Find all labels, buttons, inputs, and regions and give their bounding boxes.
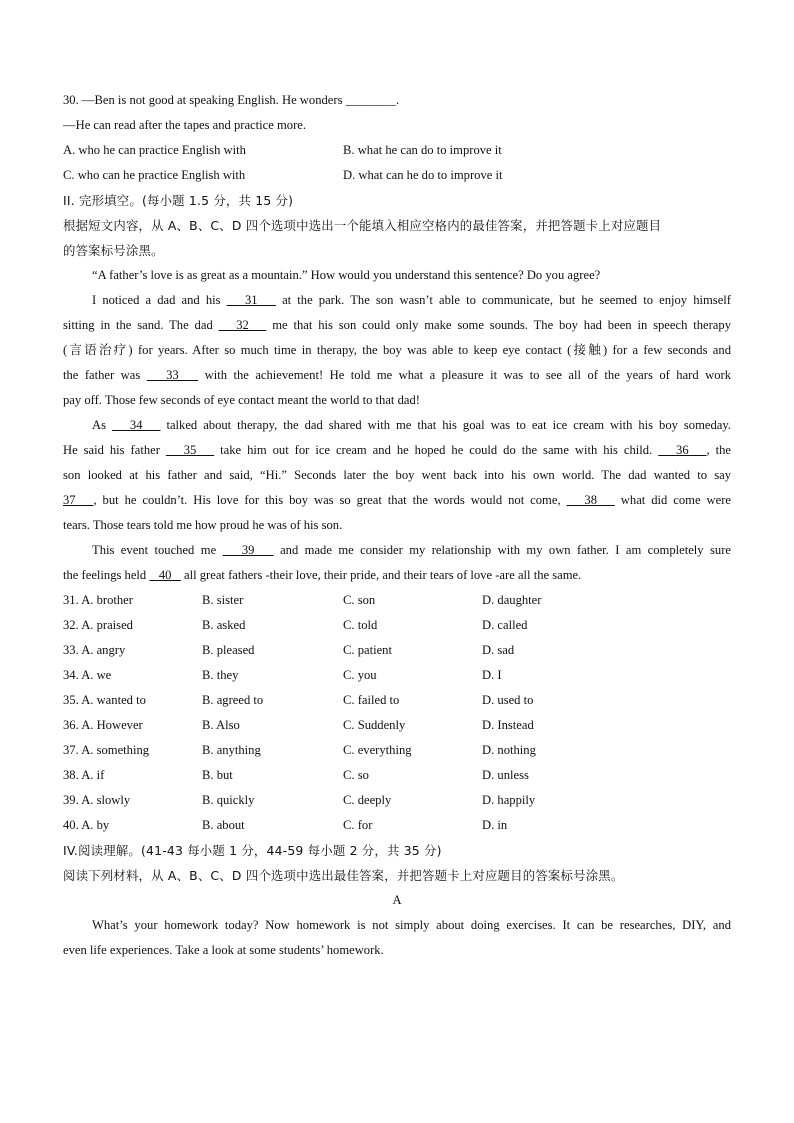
choice-row-35 bbox=[63, 688, 731, 713]
option-d: D. Instead bbox=[482, 718, 534, 732]
option-a: 34. A. we bbox=[63, 668, 112, 682]
option-d: D. daughter bbox=[482, 593, 542, 607]
passage-p3-line-3: son looked at his father and said, “Hi.” Seconds later the boy went back into his own world. The dad wanted to say bbox=[63, 468, 731, 482]
option-b: B. asked bbox=[202, 618, 246, 632]
blank-40: 40 bbox=[149, 568, 181, 582]
option-c: C. you bbox=[343, 668, 377, 682]
q30-option-b: B. what he can do to improve it bbox=[343, 143, 502, 157]
option-a: 37. A. something bbox=[63, 743, 150, 757]
text: with the achievement! He told me what a pleasure it was to see all of the years of hard work bbox=[198, 368, 731, 382]
option-a: 39. A. slowly bbox=[63, 793, 131, 807]
option-b: B. sister bbox=[202, 593, 244, 607]
blank-33: 33 bbox=[146, 368, 199, 382]
text: take him out for ice cream and he hoped he could do the same with his child. bbox=[214, 443, 659, 457]
option-c: C. son bbox=[343, 593, 376, 607]
section-4-heading: IV.阅读理解。(41-43 每小题 1 分，44-59 每小题 2 分，共 35 分) bbox=[63, 843, 442, 858]
blank-31: 31 bbox=[226, 293, 276, 307]
choice-row-34 bbox=[63, 663, 731, 688]
blank-37: 37 bbox=[63, 493, 94, 507]
choice-row-33 bbox=[63, 638, 731, 663]
text: sitting in the sand. The dad bbox=[63, 318, 219, 332]
option-a: 38. A. if bbox=[63, 768, 105, 782]
passage-p3-line-5: tears. Those tears told me how proud he was of his son. bbox=[63, 518, 343, 532]
text: the father was bbox=[63, 368, 147, 382]
section-2-instruction-1: 根据短文内容，从 A、B、C、D 四个选项中选出一个能填入相应空格内的最佳答案，并把答题卡上对应题目 bbox=[63, 218, 662, 233]
passage-p2-line-3: (言语治疗) for years. After so much time in therapy, the boy was able to keep eye contact (接触) for a few seconds and bbox=[63, 343, 731, 357]
question-30-options-row-2 bbox=[63, 163, 731, 188]
q30-stem-text: 30. —Ben is not good at speaking English. He wonders bbox=[63, 93, 346, 107]
text: and made me consider my relationship with my own father. I am completely sure bbox=[273, 543, 731, 557]
option-c: C. failed to bbox=[343, 693, 400, 707]
text: me that his son could only make some sounds. The boy had been in speech therapy bbox=[266, 318, 731, 332]
option-d: D. unless bbox=[482, 768, 529, 782]
q30-option-c: C. who can he practice English with bbox=[63, 168, 246, 182]
option-c: C. deeply bbox=[343, 793, 392, 807]
text: , but he couldn’t. His love for this boy was so great that the words would not come, bbox=[93, 493, 567, 507]
section-2-heading: II. 完形填空。(每小题 1.5 分，共 15 分) bbox=[63, 193, 294, 208]
passage-paragraph-1: “A father’s love is as great as a mountain.” How would you understand this sentence? Do you agree? bbox=[92, 268, 601, 282]
option-c: C. for bbox=[343, 818, 373, 832]
q30-option-a: A. who he can practice English with bbox=[63, 143, 246, 157]
text: He said his father bbox=[63, 443, 166, 457]
option-a: 35. A. wanted to bbox=[63, 693, 146, 707]
q30-option-d: D. what can he do to improve it bbox=[343, 168, 503, 182]
option-a: 36. A. However bbox=[63, 718, 143, 732]
blank-35: 35 bbox=[165, 443, 215, 457]
option-d: D. happily bbox=[482, 793, 536, 807]
blank-39: 39 bbox=[222, 543, 274, 557]
option-b: B. but bbox=[202, 768, 233, 782]
choice-row-36 bbox=[63, 713, 731, 738]
option-d: D. called bbox=[482, 618, 528, 632]
section-4-instruction: 阅读下列材料，从 A、B、C、D 四个选项中选出最佳答案，并把答题卡上对应题目的答案标号涂黑。 bbox=[63, 868, 624, 883]
blank-38: 38 bbox=[566, 493, 615, 507]
passage-p2-line-2 bbox=[63, 313, 731, 338]
choice-row-40 bbox=[63, 813, 731, 838]
question-30-reply: —He can read after the tapes and practice more. bbox=[63, 118, 306, 132]
option-b: B. agreed to bbox=[202, 693, 264, 707]
option-a: 40. A. by bbox=[63, 818, 110, 832]
text: talked about therapy, the dad shared with me that his goal was to eat ice cream with his boy someday. bbox=[160, 418, 731, 432]
choices-list bbox=[63, 588, 731, 838]
passage-p2-line-5: pay off. Those few seconds of eye contact meant the world to that dad! bbox=[63, 393, 420, 407]
text: what did come were bbox=[614, 493, 731, 507]
passage-p3-line-1 bbox=[63, 413, 731, 438]
blank-34: 34 bbox=[111, 418, 161, 432]
question-30-stem bbox=[63, 88, 731, 113]
text: As bbox=[92, 418, 112, 432]
option-b: B. quickly bbox=[202, 793, 255, 807]
text: all great fathers -their love, their pride, and their tears of love -are all the same. bbox=[180, 568, 582, 582]
text: This event touched me bbox=[92, 543, 223, 557]
passage-p4-line-2 bbox=[63, 563, 731, 588]
option-c: C. everything bbox=[343, 743, 412, 757]
option-d: D. used to bbox=[482, 693, 534, 707]
choice-row-37 bbox=[63, 738, 731, 763]
option-b: B. pleased bbox=[202, 643, 255, 657]
option-d: D. sad bbox=[482, 643, 515, 657]
choice-row-38 bbox=[63, 763, 731, 788]
option-b: B. Also bbox=[202, 718, 240, 732]
option-a: 31. A. brother bbox=[63, 593, 133, 607]
choice-row-39 bbox=[63, 788, 731, 813]
option-a: 32. A. praised bbox=[63, 618, 133, 632]
text: I noticed a dad and his bbox=[92, 293, 227, 307]
option-c: C. so bbox=[343, 768, 369, 782]
option-b: B. about bbox=[202, 818, 245, 832]
passage-p2-line-4 bbox=[63, 363, 731, 388]
q30-stem-end: . bbox=[396, 93, 400, 107]
option-b: B. they bbox=[202, 668, 239, 682]
passage-p3-line-4 bbox=[63, 488, 731, 513]
reading-a-line-1: What’s your homework today? Now homework is not simply about doing exercises. It can be researches, DIY, and bbox=[92, 918, 731, 932]
option-a: 33. A. angry bbox=[63, 643, 126, 657]
question-30-options-row-1 bbox=[63, 138, 731, 163]
option-b: B. anything bbox=[202, 743, 261, 757]
option-d: D. nothing bbox=[482, 743, 536, 757]
blank-32: 32 bbox=[218, 318, 267, 332]
text: at the park. The son wasn’t able to communicate, but he seemed to enjoy himself bbox=[275, 293, 731, 307]
section-2-instruction-2: 的答案标号涂黑。 bbox=[63, 243, 164, 258]
q30-blank: ________ bbox=[345, 93, 397, 107]
passage-p2-line-1 bbox=[63, 288, 731, 313]
reading-a-line-2: even life experiences. Take a look at some students’ homework. bbox=[63, 943, 384, 957]
reading-part-label: A bbox=[392, 893, 402, 907]
option-c: C. patient bbox=[343, 643, 392, 657]
option-c: C. Suddenly bbox=[343, 718, 406, 732]
option-d: D. in bbox=[482, 818, 508, 832]
choice-row-31 bbox=[63, 588, 731, 613]
option-d: D. I bbox=[482, 668, 502, 682]
blank-36: 36 bbox=[658, 443, 707, 457]
choice-row-32 bbox=[63, 613, 731, 638]
exam-page bbox=[63, 88, 731, 963]
text: , the bbox=[706, 443, 731, 457]
passage-p4-line-1 bbox=[63, 538, 731, 563]
passage-p3-line-2 bbox=[63, 438, 731, 463]
option-c: C. told bbox=[343, 618, 378, 632]
text: the feelings held bbox=[63, 568, 150, 582]
